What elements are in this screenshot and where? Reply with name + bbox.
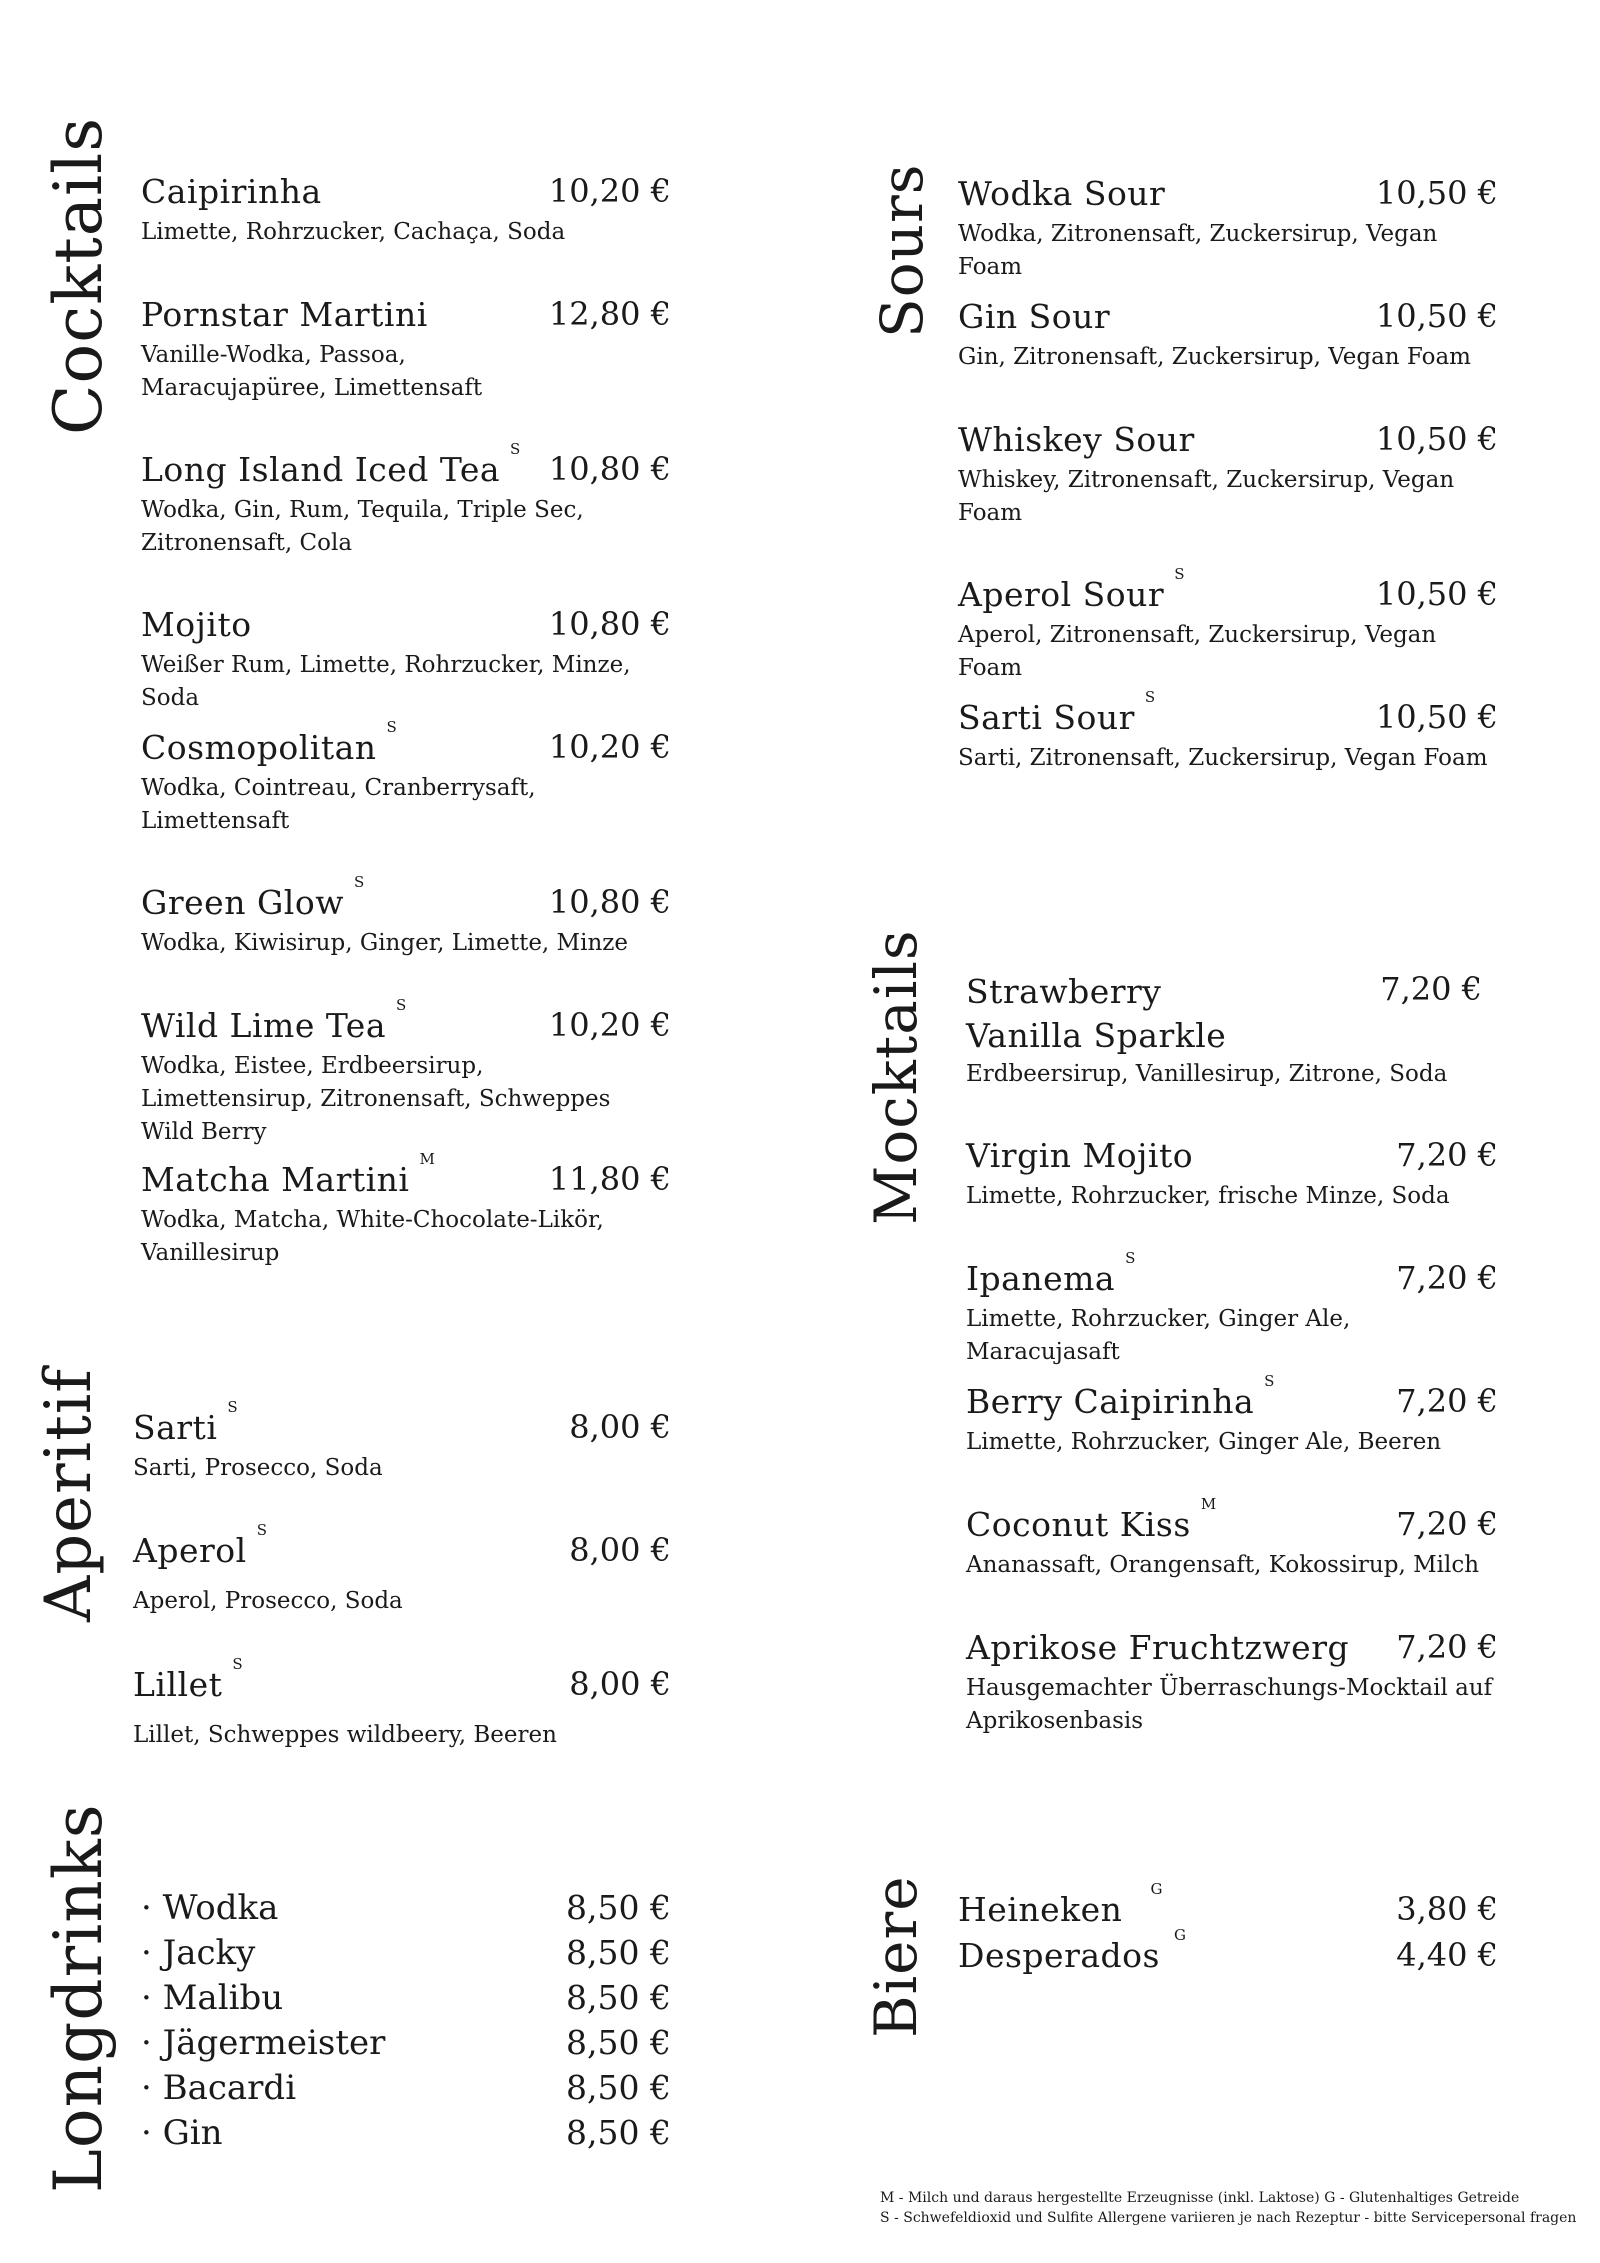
item-description: Hausgemachter Überraschungs-Mocktail auf Aprikosenbasis	[966, 1675, 1493, 1734]
menu-item	[966, 1249, 1498, 1369]
item-price: 11,80 €	[548, 1160, 671, 1198]
menu-item	[958, 420, 1498, 530]
item-price: 10,20 €	[548, 1006, 671, 1044]
item-name: Sarti$^S$	[133, 1398, 239, 1447]
item-name: Pornstar Martini	[141, 295, 428, 334]
item-name: Aperol$^S$	[133, 1521, 268, 1570]
section-title-biere: Biere	[862, 1875, 930, 2038]
item-description: Whiskey, Zitronensaft, Zuckersirup, Vegan Foam	[958, 467, 1455, 526]
item-price: 3,80 €	[1396, 1890, 1498, 1928]
allergen-mark: S	[256, 1521, 268, 1539]
allergen-mark: G	[1150, 1880, 1163, 1898]
allergen-mark: S	[227, 1398, 239, 1416]
allergen-mark: S	[510, 440, 521, 458]
item-description: Wodka, Cointreau, Cranberrysaft, Limettensaft	[141, 775, 536, 834]
menu-item	[133, 1398, 671, 1485]
item-price: 8,50 €	[566, 1888, 671, 1927]
item-price: 12,80 €	[548, 295, 671, 333]
item-price: 10,80 €	[548, 605, 671, 643]
item-description: Wodka, Kiwisirup, Ginger, Limette, Minze	[141, 930, 628, 956]
section-title-aperitif: Aperitif	[32, 1368, 106, 1622]
item-price: 7,20 €	[1396, 1382, 1498, 1420]
list-item	[141, 1888, 671, 1932]
item-price: 8,00 €	[569, 1408, 671, 1446]
item-description: Wodka, Zitronensaft, Zuckersirup, Vegan Foam	[958, 221, 1438, 280]
section-title-longdrinks: Longdrinks	[40, 1803, 117, 2193]
item-price: 8,50 €	[566, 1933, 671, 1972]
item-description: Wodka, Eistee, Erdbeersirup, Limettensirup, Zitronensaft, Schweppes Wild Berry	[141, 1053, 611, 1145]
item-name: Caipirinha	[141, 172, 322, 211]
menu-item	[966, 1372, 1498, 1459]
allergen-mark: S	[396, 996, 407, 1014]
item-name: Mojito	[141, 605, 252, 644]
item-price: 7,20 €	[1396, 1136, 1498, 1174]
item-name: · Wodka	[141, 1888, 279, 1928]
menu-item	[966, 1495, 1498, 1582]
menu-item	[141, 295, 671, 405]
item-name: · Gin	[141, 2113, 223, 2153]
menu-item	[958, 1880, 1498, 1934]
menu-item	[141, 440, 671, 560]
item-name: Aprikose Fruchtzwerg	[966, 1628, 1350, 1667]
item-name: · Jägermeister	[141, 2023, 386, 2063]
item-description: Gin, Zitronensaft, Zuckersirup, Vegan Foam	[958, 344, 1471, 370]
item-description: Limette, Rohrzucker, Cachaça, Soda	[141, 219, 566, 245]
item-name: Berry Caipirinha$^S$	[966, 1372, 1275, 1421]
item-description: Limette, Rohrzucker, Ginger Ale, Maracujasaft	[966, 1306, 1351, 1365]
item-price: 7,20 €	[1396, 1628, 1498, 1666]
item-price: 10,50 €	[1375, 174, 1498, 212]
allergen-mark: S	[1125, 1249, 1136, 1267]
allergen-mark: S	[1144, 688, 1156, 706]
item-name: Coconut Kiss$^M$	[966, 1495, 1217, 1544]
item-description: Erdbeersirup, Vanillesirup, Zitrone, Soda	[966, 1061, 1448, 1087]
item-price: 10,50 €	[1375, 698, 1498, 736]
allergen-mark: S	[386, 718, 398, 736]
item-description: Vanille-Wodka, Passoa, Maracujapüree, Limettensaft	[141, 342, 483, 401]
item-price: 10,20 €	[548, 728, 671, 766]
menu-item	[958, 1926, 1498, 1980]
item-name: Wild Lime Tea$^S$	[141, 996, 407, 1045]
item-price: 10,50 €	[1375, 575, 1498, 613]
item-name: Strawberry Vanilla Sparkle	[966, 972, 1227, 1055]
list-item	[141, 2023, 671, 2067]
item-name: Cosmopolitan$^S$	[141, 718, 398, 767]
item-price: 10,80 €	[548, 883, 671, 921]
menu-item	[141, 605, 671, 715]
menu-item	[958, 174, 1498, 284]
section-title-sours: Sours	[868, 163, 936, 338]
item-description: Aperol, Zitronensaft, Zuckersirup, Vegan Foam	[958, 622, 1437, 681]
item-price: 10,50 €	[1375, 420, 1498, 458]
item-name: Virgin Mojito	[966, 1136, 1194, 1175]
item-name: Sarti Sour$^S$	[958, 688, 1156, 737]
item-price: 8,50 €	[566, 2023, 671, 2062]
item-price: 8,00 €	[569, 1531, 671, 1569]
allergen-mark: M	[1200, 1495, 1217, 1513]
item-name: Matcha Martini$^M$	[141, 1150, 436, 1199]
allergen-mark: S	[232, 1655, 244, 1673]
item-name: Green Glow$^S$	[141, 873, 365, 922]
menu-item	[141, 718, 671, 838]
list-item	[141, 2113, 671, 2157]
item-description: Wodka, Matcha, White-Chocolate-Likör, Vanillesirup	[141, 1207, 604, 1266]
menu-item	[958, 297, 1498, 374]
item-name: Gin Sour	[958, 297, 1111, 336]
list-item	[141, 2068, 671, 2112]
item-price: 7,20 €	[1396, 1505, 1498, 1543]
section-title-cocktails: Cocktails	[40, 116, 117, 435]
menu-item	[141, 996, 671, 1149]
section-title-mocktails: Mocktails	[862, 929, 930, 1225]
item-description: Limette, Rohrzucker, frische Minze, Soda	[966, 1183, 1450, 1209]
item-name: Whiskey Sour	[958, 420, 1195, 459]
item-description: Wodka, Gin, Rum, Tequila, Triple Sec, Zitronensaft, Cola	[141, 497, 584, 556]
item-description: Sarti, Prosecco, Soda	[133, 1455, 383, 1481]
item-name: · Bacardi	[141, 2068, 297, 2108]
allergen-mark: M	[419, 1150, 436, 1168]
list-item	[141, 1933, 671, 1977]
item-name: Aperol Sour$^S$	[958, 565, 1185, 614]
item-price: 10,50 €	[1375, 297, 1498, 335]
item-price: 4,40 €	[1396, 1936, 1498, 1974]
menu-item	[966, 1628, 1498, 1738]
item-price: 8,50 €	[566, 1978, 671, 2017]
item-price: 8,00 €	[569, 1665, 671, 1703]
item-name: · Malibu	[141, 1978, 284, 2018]
item-name: Desperados$^G$	[958, 1926, 1187, 1975]
list-item	[141, 1978, 671, 2022]
menu-item	[141, 1150, 671, 1270]
menu-item	[133, 1521, 671, 1618]
menu-item	[958, 565, 1498, 685]
item-price: 7,20 €	[1396, 1259, 1498, 1297]
menu-item	[966, 1136, 1498, 1213]
item-name: Ipanema$^S$	[966, 1249, 1136, 1298]
menu-item	[141, 873, 671, 960]
allergen-mark: G	[1173, 1926, 1187, 1944]
menu-item	[966, 970, 1490, 1091]
item-name: Wodka Sour	[958, 174, 1166, 213]
item-price: 10,80 €	[548, 450, 671, 488]
allergen-mark: S	[353, 873, 365, 891]
menu-item	[141, 172, 671, 249]
item-price: 8,50 €	[566, 2113, 671, 2152]
item-price: 10,20 €	[548, 172, 671, 210]
allergen-mark: S	[1174, 565, 1185, 583]
item-description: Lillet, Schweppes wildbeery, Beeren	[133, 1722, 557, 1748]
menu-item	[958, 688, 1498, 775]
item-description: Sarti, Zitronensaft, Zuckersirup, Vegan Foam	[958, 745, 1488, 771]
item-name: Long Island Iced Tea$^S$	[141, 440, 521, 489]
footnote-line: M - Milch und daraus hergestellte Erzeugnisse (inkl. Laktose) G - Glutenhaltiges Getreide	[880, 2190, 1520, 2206]
menu-item	[133, 1655, 671, 1752]
footnote-line: S - Schwefeldioxid und Sulfite Allergene variieren je nach Rezeptur - bitte Servicepersonal fragen	[880, 2210, 1577, 2226]
allergen-footnote	[880, 2188, 1576, 2228]
item-description: Limette, Rohrzucker, Ginger Ale, Beeren	[966, 1429, 1442, 1455]
item-name: Heineken$^G$	[958, 1880, 1163, 1929]
item-description: Weißer Rum, Limette, Rohrzucker, Minze, Soda	[141, 652, 631, 711]
item-price: 7,20 €	[1380, 970, 1482, 1008]
item-name: · Jacky	[141, 1933, 256, 1973]
allergen-mark: S	[1264, 1372, 1275, 1390]
item-description: Ananassaft, Orangensaft, Kokossirup, Milch	[966, 1552, 1480, 1578]
item-description: Aperol, Prosecco, Soda	[133, 1588, 403, 1614]
item-price: 8,50 €	[566, 2068, 671, 2107]
item-name: Lillet$^S$	[133, 1655, 244, 1704]
